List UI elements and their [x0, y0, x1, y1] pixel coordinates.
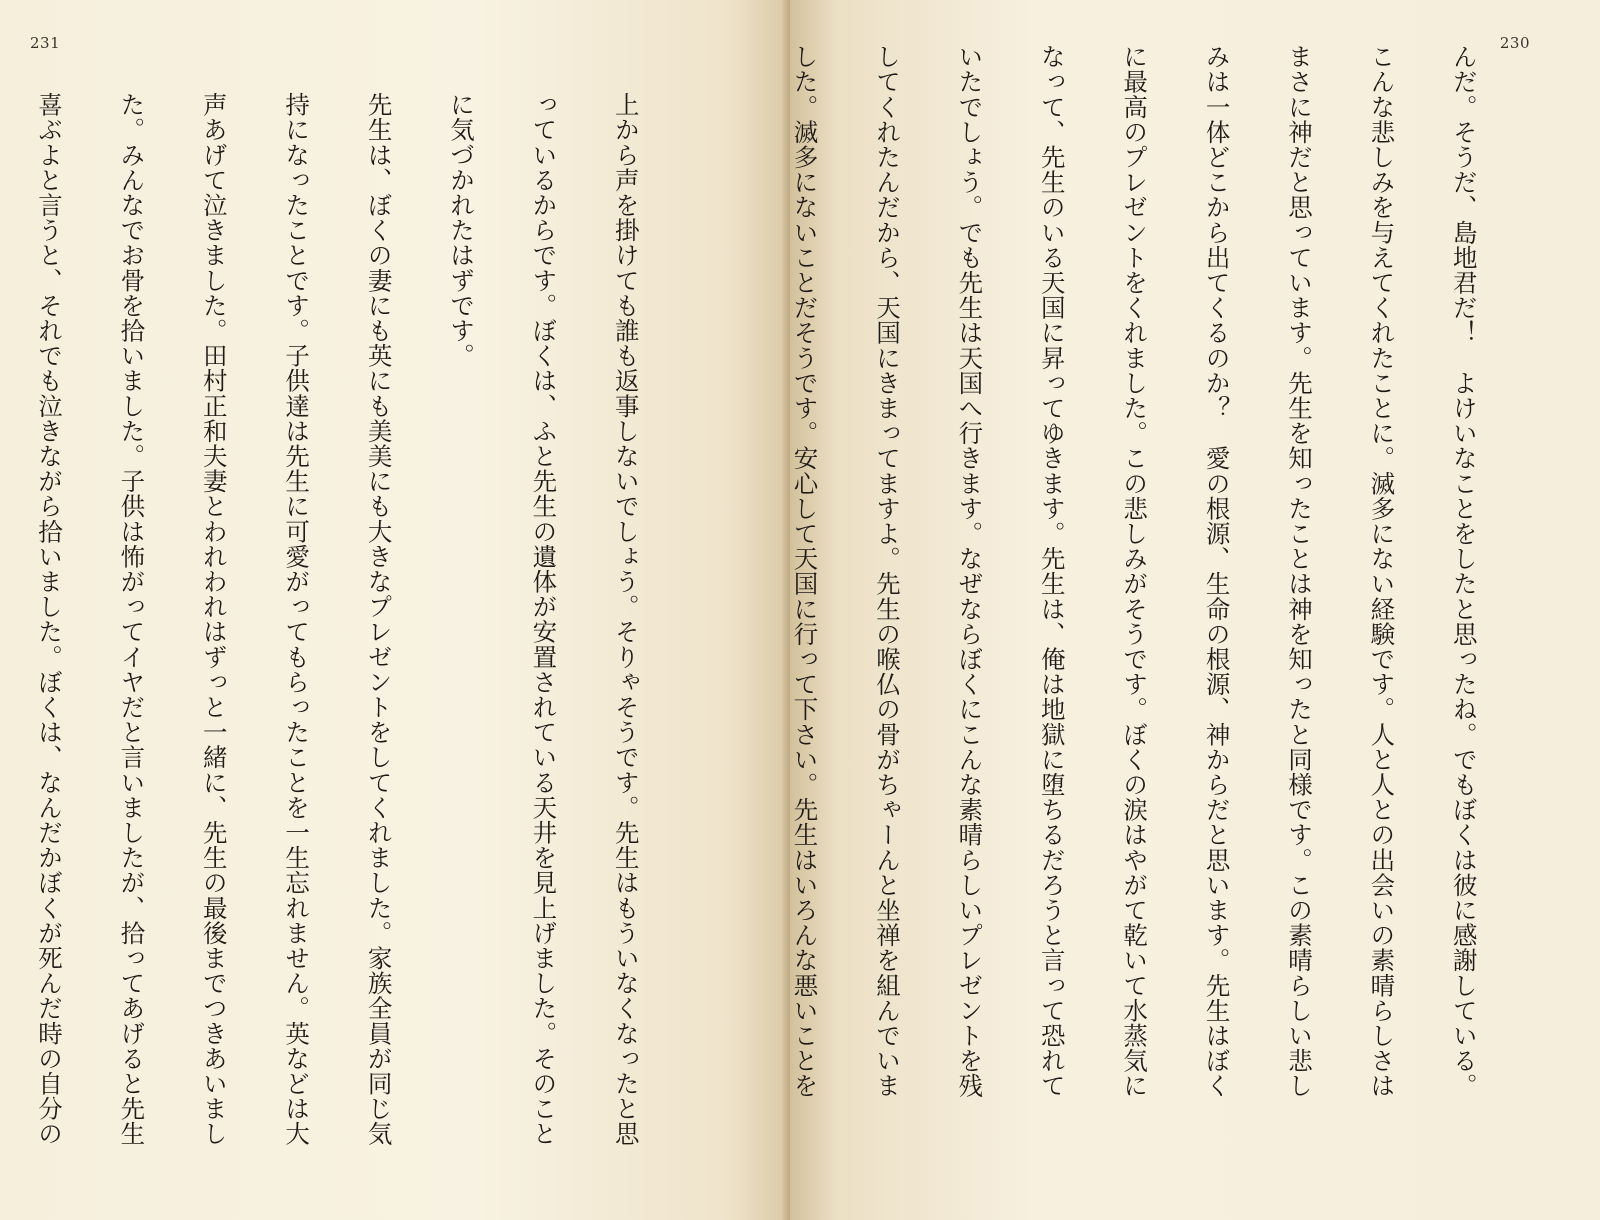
text-column: 声あげて泣きました。田村正和夫妻とわれわれはずっと一緒に、先生の最後までつきあいまし — [199, 92, 229, 1147]
text-column: 喜ぶよと言うと、それでも泣きながら拾いました。ぼくは、なんだかぼくが死んだ時の自分の — [34, 92, 64, 1147]
left-page-number: 231 — [30, 34, 61, 52]
text-column: 上から声を掛けても誰も返事しないでしょう。そりゃそうです。先生はもういなくなったと思 — [611, 92, 641, 1147]
text-column: っているからです。ぼくは、ふと先生の遺体が安置されている天井を見上げました。そのこと — [529, 92, 559, 1147]
text-column: んだ。そうだ、島地君だ！ よけいなことをしたと思ったね。でもぼくは彼に感謝している。 — [1449, 44, 1479, 1099]
left-page — [0, 0, 790, 1220]
right-page-number: 230 — [1499, 34, 1530, 52]
text-column: 持になったことです。子供達は先生に可愛がってもらったことを一生忘れません。英などは大 — [282, 92, 312, 1147]
text-column: 先生は、ぼくの妻にも英にも美美にも大きなプレゼントをしてくれました。家族全員が同じ気 — [364, 92, 394, 1147]
text-column: いたでしょう。でも先生は天国へ行きます。なぜならぼくにこんな素晴らしいプレゼントを残 — [955, 44, 985, 1099]
text-column: こんな悲しみを与えてくれたことに。滅多にない経験です。人と人との出会いの素晴らしさは — [1367, 44, 1397, 1099]
text-column: た。みんなでお骨を拾いました。子供は怖がってイヤだと言いましたが、拾ってあげると先生 — [117, 92, 147, 1147]
text-column: してくれたんだから、天国にきまってますよ。先生の喉仏の骨がちゃーんと坐禅を組んでいま — [872, 44, 902, 1099]
right-page-body — [790, 44, 1526, 1156]
text-column: まさに神だと思っています。先生を知ったことは神を知ったと同様です。この素晴らしい悲し — [1284, 44, 1314, 1099]
text-column: みは一体どこから出てくるのか？ 愛の根源、生命の根源、神からだと思います。先生はぼく — [1202, 44, 1232, 1099]
right-page — [790, 0, 1600, 1220]
left-page-body — [0, 92, 688, 1172]
text-column: に最高のプレゼントをくれました。この悲しみがそうです。ぼくの涙はやがて乾いて水蒸気に — [1120, 44, 1150, 1099]
text-column: した。滅多にないことだそうです。安心して天国に行って下さい。先生はいろんな悪いことを — [790, 44, 820, 1099]
text-column: なって、先生のいる天国に昇ってゆきます。先生は、俺は地獄に堕ちるだろうと言って恐れて — [1037, 44, 1067, 1099]
text-column: に気づかれたはずです。 — [446, 92, 476, 369]
